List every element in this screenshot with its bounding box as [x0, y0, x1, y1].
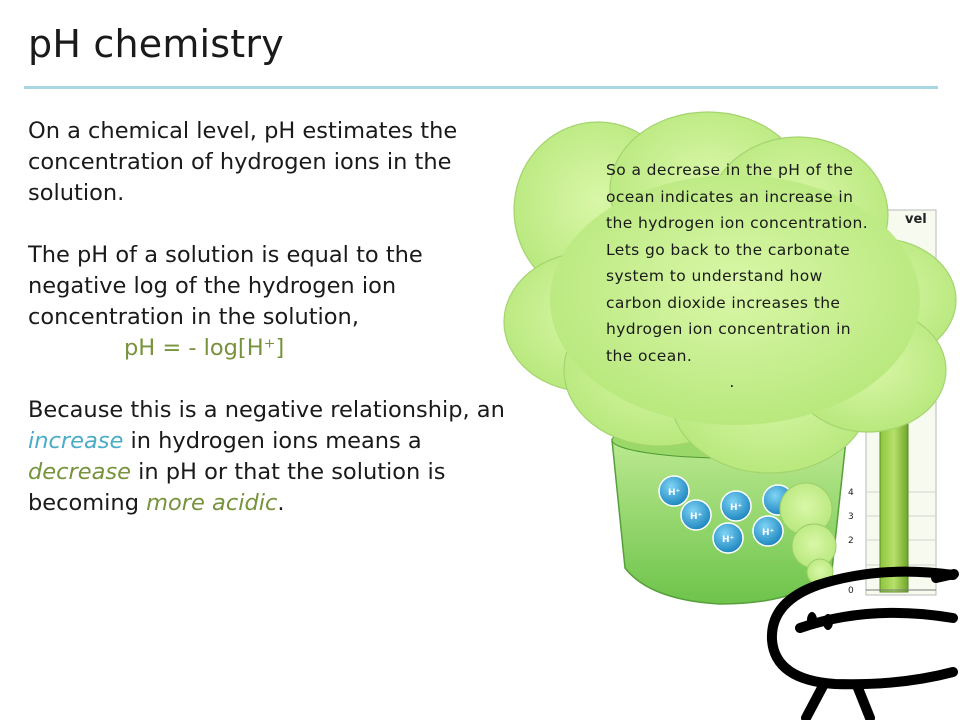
y-tick-4: 4 — [848, 488, 854, 498]
para3-text-3: in pH or that the solution is becoming — [28, 459, 446, 516]
chart-bar — [880, 420, 908, 592]
svg-text:H⁺: H⁺ — [730, 503, 743, 513]
svg-text:H⁺: H⁺ — [722, 535, 735, 545]
y-tick-0: 0 — [848, 586, 854, 596]
ion-3 — [721, 491, 751, 521]
y-tick-3: 3 — [848, 512, 854, 522]
svg-text:H⁺: H⁺ — [762, 528, 775, 538]
y-tick-2: 2 — [848, 536, 854, 546]
svg-text:H⁺: H⁺ — [690, 512, 703, 522]
ion-1 — [659, 476, 689, 506]
cloud-callout-text — [606, 157, 878, 396]
ion-2 — [681, 500, 711, 530]
svg-text:H⁺: H⁺ — [668, 488, 681, 498]
word-increase: increase — [28, 428, 124, 454]
callout-dot: . — [729, 373, 735, 391]
para3-text-1: Because this is a negative relationship, an — [28, 397, 505, 423]
word-decrease: decrease — [28, 459, 131, 485]
paragraph-ph-definition: On a chemical level, pH estimates the concentration of hydrogen ions in the solution. — [28, 118, 458, 206]
word-more-acidic: more acidic — [146, 490, 278, 516]
chart-title-fragment: vel — [905, 212, 927, 227]
paragraph-negative-log: The pH of a solution is equal to the negative log of the hydrogen ion concentration in the solution, — [28, 242, 423, 330]
slide-title: pH chemistry — [28, 22, 284, 66]
callout-body: So a decrease in the pH of the ocean indicates an increase in the hydrogen ion concentration. Lets go back to the carbonate system to understand how carbon dioxide increases the hydrogen ion concentration in the ocean. — [606, 161, 869, 365]
ph-formula: pH = - log[H⁺] — [124, 335, 285, 361]
ion-5 — [753, 516, 783, 546]
para3-text-4: . — [277, 490, 285, 516]
para3-text-2: in hydrogen ions means a — [123, 428, 422, 454]
ion-4 — [713, 523, 743, 553]
